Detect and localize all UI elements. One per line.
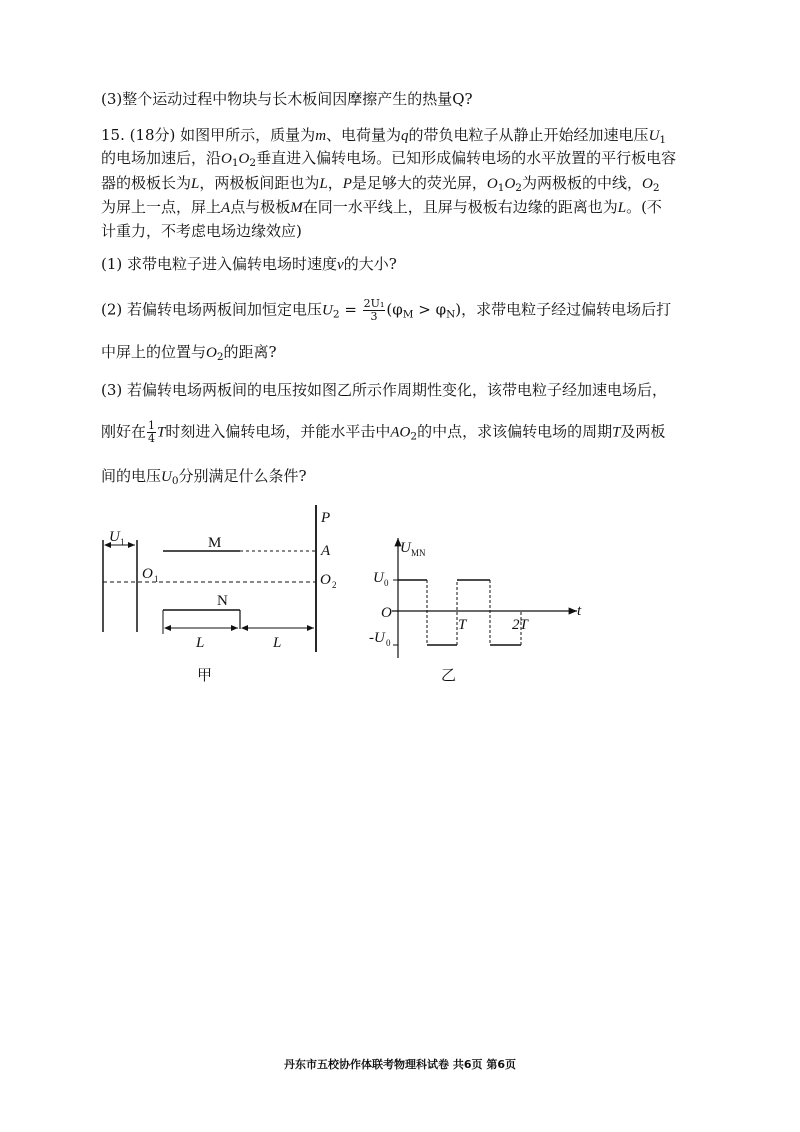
u0-label: U	[373, 570, 384, 586]
svg-text:0: 0	[384, 578, 389, 588]
question-15-part3: (3) 若偏转电场两板间的电压按如图乙所示作周期性变化，该带电粒子经加速电场后，	[101, 381, 668, 399]
question-15-stem-line1: 15. (18分) 如图甲所示，质量为m、电荷量为q的带负电粒子从静止开始经加速电压$U_1$	[101, 126, 667, 147]
svg-text:MN: MN	[411, 548, 426, 558]
t-axis-label: t	[577, 603, 582, 619]
question-15-part2-cont: 中屏上的位置与$O_2$的距离?	[101, 343, 277, 364]
l-left-label: L	[196, 635, 205, 651]
plate-n-label: N	[217, 593, 228, 609]
t-tick-label: T	[458, 617, 467, 633]
2t-tick-label: 2T	[512, 617, 528, 633]
figure-yi-caption: 乙	[441, 666, 457, 684]
fraction-one-quarter: $\frac{1}{4}$	[148, 419, 156, 445]
neg-u0-label: -U	[369, 630, 385, 646]
svg-text:1: 1	[120, 537, 125, 547]
question-15-stem-line3: 器的极板长为L，两极板间距也为L，P是足够大的荧光屏，$O_1O_2$为两极板的中线，$O_2$	[101, 174, 660, 195]
plate-m-label: M	[208, 535, 222, 551]
svg-text:1: 1	[154, 574, 159, 584]
o1-label: O	[142, 566, 153, 582]
question-15-stem-line2: 的电场加速后，沿$O_1O_2$垂直进入偏转电场。已知形成偏转电场的水平放置的平行板电容	[101, 149, 677, 170]
figure-jia-caption: 甲	[197, 666, 213, 684]
svg-text:0: 0	[386, 638, 391, 648]
l-right-label: L	[273, 635, 282, 651]
question-15-part3-cont: 刚好在 $\frac{1}{4}$ T时刻进入偏转电场，并能水平击中$AO_2$的中点，求该偏转电场的周期T及两板	[101, 419, 666, 445]
point-a-label: A	[321, 543, 331, 559]
y-axis-label: U	[400, 540, 411, 556]
page-footer: 丹东市五校协作体联考物理科试卷 共6页 第6页	[284, 1058, 516, 1071]
svg-text:2: 2	[332, 580, 337, 590]
screen-p-label: P	[321, 510, 331, 526]
figure-yi	[369, 538, 582, 684]
o2-label: O	[320, 572, 331, 588]
u1-label: U	[109, 529, 120, 545]
question-15-stem-line4: 为屏上一点，屏上A点与极板M在同一水平线上，且屏与极板右边缘的距离也为L。(不	[101, 198, 662, 216]
origin-label: O	[381, 605, 392, 621]
question-15-stem-line5: 计重力，不考虑电场边缘效应)	[101, 222, 302, 240]
question-15-part3-cont2: 间的电压$U_0$分别满足什么条件?	[101, 467, 307, 488]
question-15-part1: (1) 求带电粒子进入偏转电场时速度v的大小?	[101, 255, 397, 273]
question-15-part2: (2) 若偏转电场两板间加恒定电压$U_2$ = $\frac{\text{2U₁}}{3}$ $(\varphi_M > \varphi_N)$，求带电粒子经过偏转电场后打	[101, 297, 672, 323]
fraction-2u1-over-3: $\frac{\text{2U₁}}{3}$	[363, 297, 385, 323]
question-14-part3: (3)整个运动过程中物块与长木板间因摩擦产生的热量Q?	[101, 90, 473, 108]
figure-jia	[103, 505, 337, 684]
